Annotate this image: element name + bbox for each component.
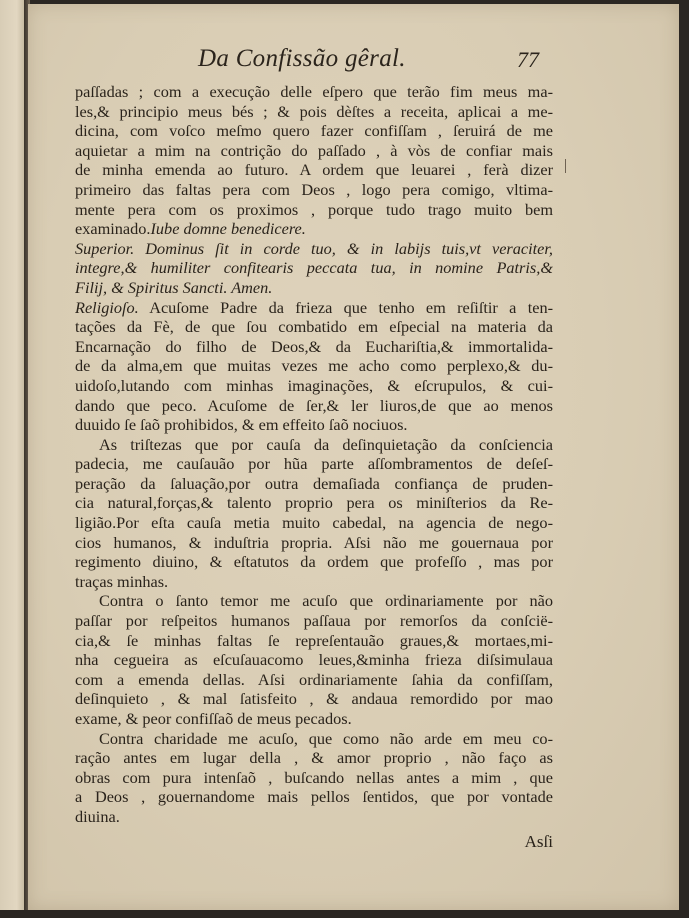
text-line: regimento diuino, & eſtatutos da ordem que profeſſo , mas por — [75, 552, 553, 572]
book-page — [28, 4, 679, 910]
text-line: Encarnação do filho de Deos,& da Euchariſtia,& immortalida- — [75, 336, 553, 356]
text-line: cia,& ſe minhas faltas ſe repreſentauão graues,& mortaes,mi- — [75, 630, 553, 650]
latin-text: Filij, & Spiritus Sancti. Amen. — [75, 277, 273, 297]
text-line: primeiro das faltas pera com Deos , logo pera comigo, vltima- — [75, 179, 553, 199]
text-line: obras com pura intenſaõ , buſcando nellas antes a mim , que — [75, 767, 553, 787]
text-line: de minha emenda ao futuro. A ordem que leuarei , ferà dizer — [75, 160, 553, 180]
running-head — [28, 45, 679, 79]
text-line: com a emenda dellas. Aſsi ordinariamente ſahia da confiſſam, — [75, 669, 553, 689]
text-line: dando que peco. Acuſome de ſer,& ler liuros,de que ao menos — [75, 395, 553, 415]
catchword: Asſi — [524, 831, 553, 851]
running-head-title: Da Confissão gêral. — [198, 45, 406, 72]
text-line — [75, 298, 553, 318]
speaker-label: Religioſo. — [75, 297, 139, 317]
text-line: cios humanos, & induſtria propria. Aſsi não me gouernaua por — [75, 532, 553, 552]
latin-text: Superior. Dominus ſit in corde tuo, & in labijs tuis,vt veraciter, — [75, 238, 553, 258]
text-line: Contra charidade me acuſo, que como não arde em meu co- — [99, 728, 553, 748]
text-line: nha cegueira as eſcuſauacomo leues,&minha frieza diſsimulaua — [75, 650, 553, 670]
text-line: diuina. — [75, 806, 120, 826]
scan-border-bottom — [0, 910, 689, 918]
text-line: uidoſo,lutando com minhas imaginações, & eſcrupulos, & cui- — [75, 375, 553, 395]
margin-mark — [565, 159, 566, 173]
body-flow — [75, 82, 553, 853]
text-line: de da alma,em que muitas vezes me acho como perplexo,& du- — [75, 356, 553, 376]
text-line: peração da ſaluação,por outra demaſiada confiança de pruden- — [75, 473, 553, 493]
text-segment: Acuſome Padre da frieza que tenho em reſiſtir a ten- — [149, 297, 553, 317]
page-number: 77 — [517, 47, 539, 72]
text-segment: examinado. — [75, 219, 151, 239]
text-line — [75, 219, 553, 239]
text-line — [75, 239, 553, 259]
text-line: paſſar por reſpeitos humanos paſſaua por remorſos da conſcië- — [75, 611, 553, 631]
text-line: paſſadas ; com a execução delle eſpero que terão fim meus ma- — [75, 82, 553, 101]
previous-page-edge — [0, 0, 25, 912]
text-line: a Deos , gouernandome mais pellos ſentidos, que por vontade — [75, 787, 553, 807]
text-line: aquietar a mim na contrição do paſſado , à vòs de confiar mais — [75, 140, 553, 160]
text-line: ração antes em lugar della , & amor proprio , não faço as — [75, 748, 553, 768]
text-line — [75, 278, 553, 298]
text-line: tações da Fè, de que ſou combatido em eſpecial na materia da — [75, 317, 553, 337]
text-line: cia natural,forças,& talento proprio pera os miniſterios da Re- — [75, 493, 553, 513]
body-text — [75, 82, 553, 827]
text-line: les,& principio meus bés ; & pois dèſtes a receita, aplicai a me- — [75, 101, 553, 121]
text-line: deſinquieto , & mal ſatisfeito , & andaua remordido por mao — [75, 689, 553, 709]
text-line: Contra o ſanto temor me acuſo que ordinariamente por não — [99, 591, 553, 611]
text-line: As triſtezas que por cauſa da deſinquietação da conſciencia — [99, 434, 553, 454]
text-line: duuido ſe ſaõ prohibidos, & em effeito ſaõ nociuos. — [75, 415, 408, 435]
scan-border-right — [679, 0, 689, 918]
text-line: dicina, com voſco meſmo quero fazer confiſſam , ſeruirá de me — [75, 121, 553, 141]
text-line: padecia, me cauſauão por hũa parte aſſombramentos de deſeſ- — [75, 454, 553, 474]
text-line: ligião.Por eſta cauſa metia muito cabedal, na agencia de nego- — [75, 513, 553, 533]
text-line: mente pera com os proximos , porque tudo trago muito bem — [75, 199, 553, 219]
latin-text: integre,& humiliter confitearis peccata tua, in nomine Patris,& — [75, 258, 553, 278]
text-line: exame, & peor confiſſaõ de meus pecados. — [75, 709, 352, 728]
text-line: traças minhas. — [75, 571, 169, 591]
text-line — [75, 258, 553, 278]
latin-text: Iube domne benedicere. — [150, 219, 306, 239]
